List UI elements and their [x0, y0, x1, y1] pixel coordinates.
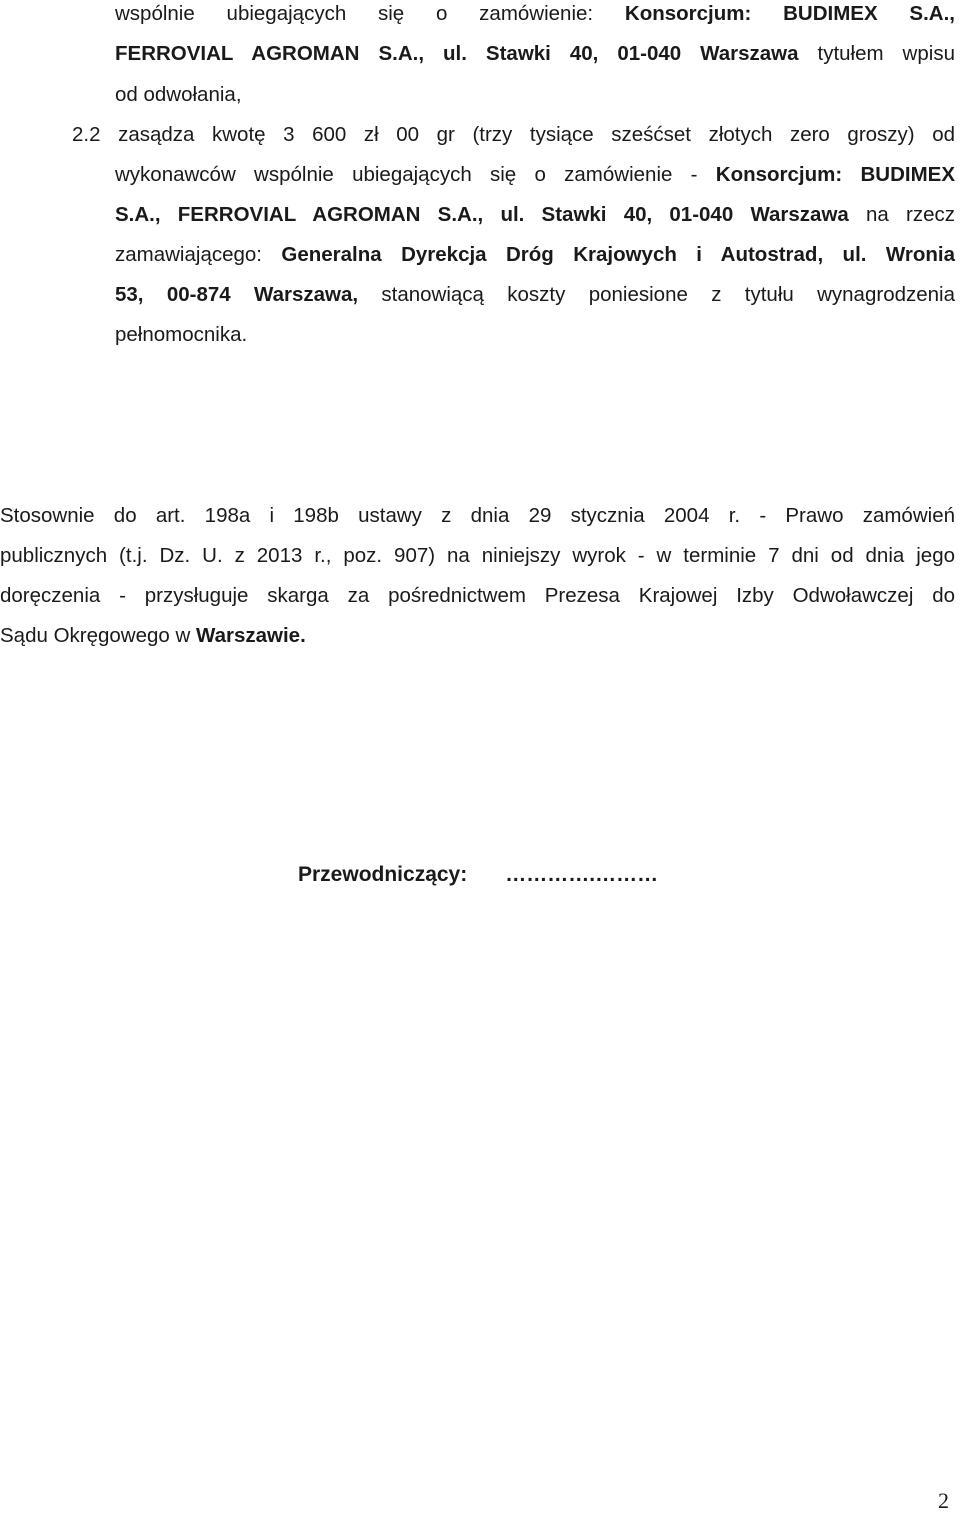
paragraph-2-line-5: 53, 00-874 Warszawa, stanowiącą koszty poniesione z tytułu wynagrodzenia: [115, 283, 955, 306]
paragraph-2-line-6: pełnomocnika.: [115, 323, 248, 346]
signature-line: [298, 862, 658, 888]
paragraph-3-line-3: doręczenia - przysługuje skarga za pośrednictwem Prezesa Krajowej Izby Odwoławczej do: [0, 584, 955, 607]
signature-placeholder: ………….………: [505, 863, 659, 886]
paragraph-1-line-2: FERROVIAL AGROMAN S.A., ul. Stawki 40, 01-040 Warszawa tytułem wpisu: [115, 42, 955, 65]
paragraph-2-line-4: zamawiającego: Generalna Dyrekcja Dróg Krajowych i Autostrad, ul. Wronia: [115, 243, 955, 266]
paragraph-2-line-3: S.A., FERROVIAL AGROMAN S.A., ul. Stawki 40, 01-040 Warszawa na rzecz: [115, 203, 955, 226]
paragraph-3-line-4: Sądu Okręgowego w Warszawie.: [0, 624, 306, 647]
paragraph-3-line-2: publicznych (t.j. Dz. U. z 2013 r., poz. 907) na niniejszy wyrok - w terminie 7 dni od dnia jego: [0, 544, 955, 567]
paragraph-2-line-2: wykonawców wspólnie ubiegających się o zamówienie - Konsorcjum: BUDIMEX: [115, 163, 955, 186]
page-number: 2: [938, 1488, 949, 1513]
paragraph-1-line-1: wspólnie ubiegających się o zamówienie: Konsorcjum: BUDIMEX S.A.,: [115, 2, 955, 25]
paragraph-1-line-3: od odwołania,: [115, 83, 242, 106]
paragraph-2-line-1: 2.2 zasądza kwotę 3 600 zł 00 gr (trzy tysiące sześćset złotych zero groszy) od: [72, 123, 955, 146]
paragraph-3-line-1: Stosownie do art. 198a i 198b ustawy z dnia 29 stycznia 2004 r. - Prawo zamówień: [0, 504, 955, 527]
signature-label: Przewodniczący:: [298, 863, 468, 886]
